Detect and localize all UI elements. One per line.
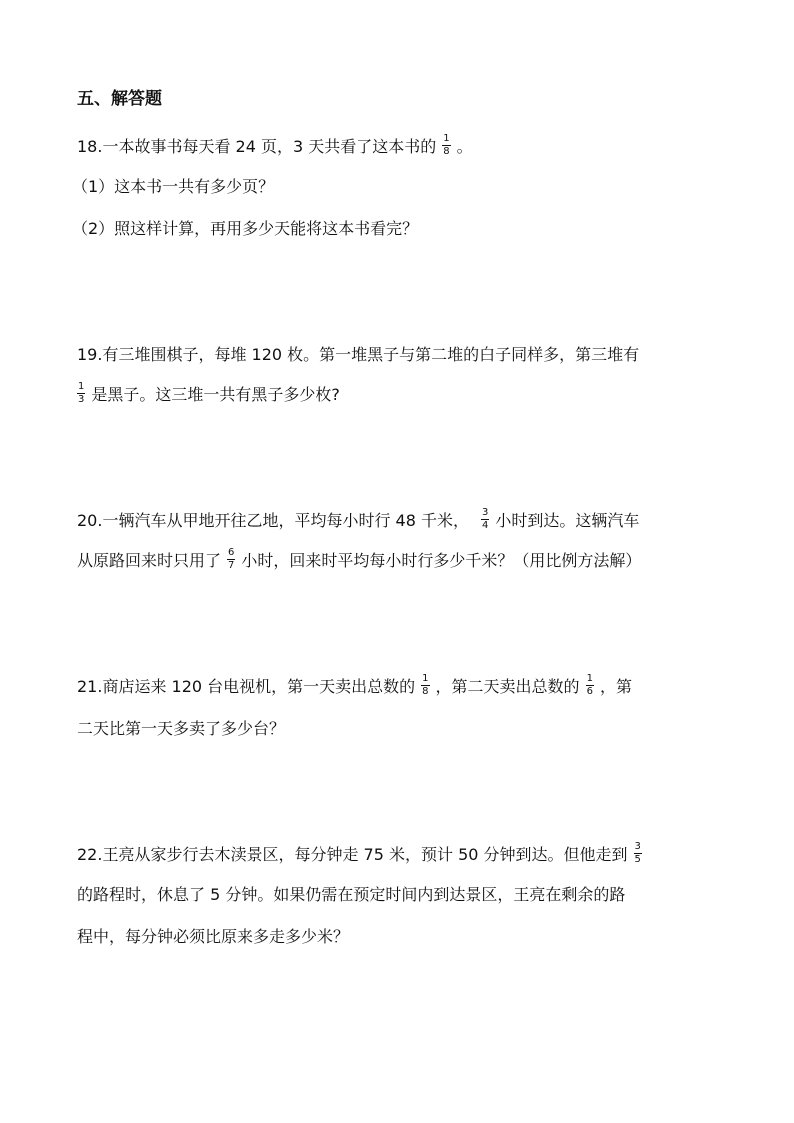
fraction-numerator: 1 xyxy=(78,381,85,392)
fraction-numerator: 3 xyxy=(481,507,489,518)
question-21-text-c: ，第 xyxy=(599,677,632,696)
question-18-text: 18.一本故事书每天看 24 页，3 天共看了这本书的 xyxy=(77,137,437,156)
fraction-denominator: 4 xyxy=(481,520,489,531)
fraction-denominator: 5 xyxy=(634,854,641,865)
question-22-line-3: 程中，每分钟必须比原来多走多少米？ xyxy=(77,927,350,946)
question-22-fraction xyxy=(634,842,642,865)
fraction-numerator: 1 xyxy=(586,673,593,684)
fraction-denominator: 8 xyxy=(443,146,450,157)
question-19-line-1: 19.有三堆围棋子，每堆 120 枚。第一堆黑子与第二堆的白子同样多，第三堆有 xyxy=(77,345,640,364)
fraction-numerator: 1 xyxy=(422,673,429,684)
fraction-numerator: 3 xyxy=(634,841,641,852)
question-19-fraction xyxy=(77,382,85,405)
question-22-text-a: 22.王亮从家步行去木渎景区，每分钟走 75 米，预计 50 分钟到达。但他走到 xyxy=(77,845,628,864)
question-20-fraction-1 xyxy=(481,508,489,531)
question-20-text-d: 小时，回来时平均每小时行多少千米？（用比例方法解） xyxy=(241,551,642,570)
fraction-numerator: 6 xyxy=(228,547,235,558)
fraction-denominator: 7 xyxy=(228,560,235,571)
question-20-fraction-2 xyxy=(227,548,235,571)
fraction-denominator: 3 xyxy=(78,394,85,405)
question-20-line-1 xyxy=(77,507,640,533)
fraction-denominator: 8 xyxy=(422,686,429,697)
question-21-fraction-2 xyxy=(586,674,594,697)
question-21-text-a: 21.商店运来 120 台电视机，第一天卖出总数的 xyxy=(77,677,416,696)
question-20-text-c: 从原路回来时只用了 xyxy=(77,551,222,570)
question-19-line-2 xyxy=(71,381,340,407)
question-18-end: 。 xyxy=(456,137,473,156)
question-21-text-b: ，第二天卖出总数的 xyxy=(435,677,580,696)
question-19-text: 是黑子。这三堆一共有黑子多少枚? xyxy=(91,385,340,404)
question-18-line-1 xyxy=(77,133,473,159)
question-20-text-b: 小时到达。这辆汽车 xyxy=(495,511,640,530)
question-21-line-1 xyxy=(77,673,632,699)
fraction-denominator: 6 xyxy=(586,686,593,697)
question-18-fraction xyxy=(442,134,450,157)
question-22-line-2: 的路程时，休息了 5 分钟。如果仍需在预定时间内到达景区，王亮在剩余的路 xyxy=(77,885,626,904)
question-18-sub-1: （1）这本书一共有多少页？ xyxy=(72,177,275,196)
question-18-sub-2: （2）照这样计算，再用多少天能将这本书看完？ xyxy=(72,219,419,238)
section-title: 五、解答题 xyxy=(77,89,162,109)
question-21-fraction-1 xyxy=(421,674,429,697)
fraction-numerator: 1 xyxy=(443,133,450,144)
question-21-line-2: 二天比第一天多卖了多少台？ xyxy=(77,719,286,738)
question-20-text-a: 20.一辆汽车从甲地开往乙地，平均每小时行 48 千米， xyxy=(77,511,469,530)
question-20-line-2 xyxy=(77,547,642,573)
question-22-line-1 xyxy=(77,841,648,867)
